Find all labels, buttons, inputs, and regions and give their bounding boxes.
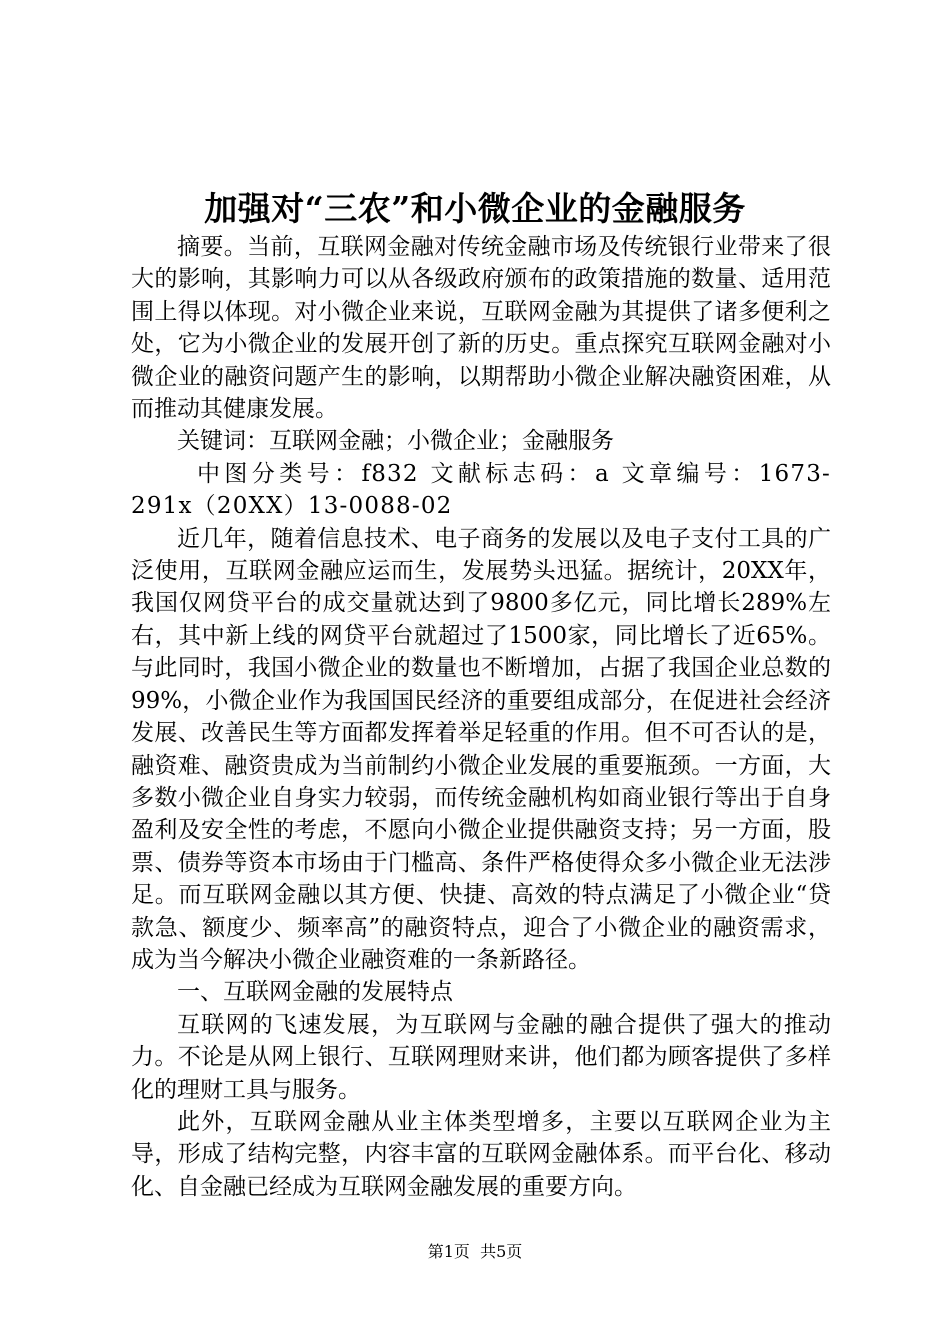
body-paragraph: 近几年，随着信息技术、电子商务的发展以及电子支付工具的广泛使用，互联网金融应运而生，发展势头迅猛。据统计，20XX年，我国仅网贷平台的成交量就达到了9800多亿元，同比增长289%左右，其中新上线的网贷平台就超过了1500家，同比增长了近65%。与此同时，我国小微企业的数量也不断增加，占据了我国企业总数的99%，小微企业作为我国国民经济的重要组成部分，在促进社会经济发展、改善民生等方面都发挥着举足轻重的作用。但不可否认的是，融资难、融资贵成为当前制约小微企业发展的重要瓶颈。一方面，大多数小微企业自身实力较弱，而传统金融机构如商业银行等出于自身盈利及安全性的考虑，不愿向小微企业提供融资支持；另一方面，股票、债券等资本市场由于门槛高、条件严格使得众多小微企业无法涉足。而互联网金融以其方便、快捷、高效的特点满足了小微企业“贷款急、额度少、频率高”的融资特点，迎合了小微企业的融资需求，成为当今解决小微企业融资难的一条新路径。 (131, 525, 831, 973)
section-heading: 一、互联网金融的发展特点 (177, 979, 453, 1006)
classification-paragraph: 中图分类号：f832 文献标志码：a 文章编号：1673-291x（20XX）13-0088-02 (131, 460, 831, 520)
page-footer (0, 1241, 950, 1263)
document-title: 加强对“三农”和小微企业的金融服务 (204, 189, 746, 228)
body-paragraph: 此外，互联网金融从业主体类型增多，主要以互联网企业为主导，形成了结构完整，内容丰富的互联网金融体系。而平台化、移动化、自金融已经成为互联网金融发展的重要方向。 (131, 1108, 831, 1200)
abstract-paragraph: 摘要。当前，互联网金融对传统金融市场及传统银行业带来了很大的影响，其影响力可以从各级政府颁布的政策措施的数量、适用范围上得以体现。对小微企业来说，互联网金融为其提供了诸多便利之处，它为小微企业的发展开创了新的历史。重点探究互联网金融对小微企业的融资问题产生的影响，以期帮助小微企业解决融资困难，从而推动其健康发展。 (131, 234, 831, 423)
body-paragraph: 互联网的飞速发展，为互联网与金融的融合提供了强大的推动力。不论是从网上银行、互联网理财来讲，他们都为顾客提供了多样化的理财工具与服务。 (131, 1011, 831, 1103)
page-number: 第1页 (427, 1242, 470, 1261)
document-body (131, 231, 831, 1203)
footer-gap (470, 1242, 480, 1261)
page-total: 共5页 (480, 1242, 523, 1261)
keywords-paragraph: 关键词：互联网金融；小微企业；金融服务 (177, 428, 614, 455)
